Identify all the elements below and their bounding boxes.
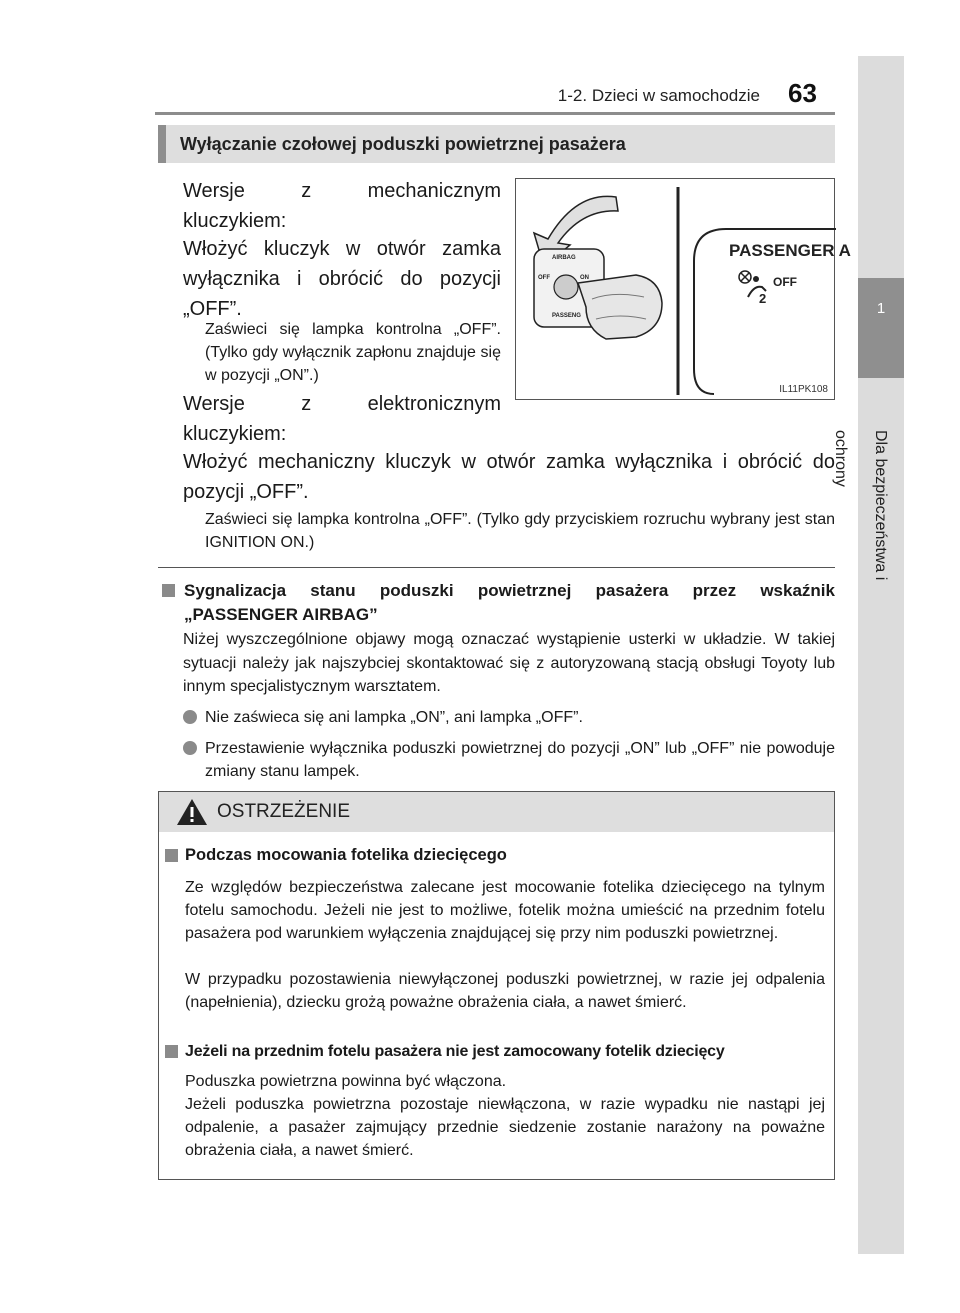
warning-title: OSTRZEŻENIE <box>217 801 351 822</box>
warning-header <box>159 792 834 832</box>
circle-bullet-icon <box>183 710 197 724</box>
airbag-switch-illustration <box>515 178 851 400</box>
figure-code: IL11PK108 <box>779 384 828 395</box>
list-item-text: Przestawienie wyłącznika poduszki powietrznej do pozycji „ON” lub „OFF” nie powoduje zmiany stanu lampek. <box>205 740 835 780</box>
page-number: 63 <box>788 78 817 108</box>
switch-on-label: ON <box>580 275 589 281</box>
side-bar <box>832 56 904 1254</box>
indicator-section-title: Sygnalizacja stanu poduszki powietrznej pasażera przez wskaźnik „PASSENGER AIRBAG” <box>184 581 835 624</box>
electronic-heading: Wersje z elektronicznym kluczykiem: <box>183 393 501 445</box>
list-item <box>183 737 835 783</box>
switch-airbag-label: AIRBAG <box>552 255 576 261</box>
mechanical-heading: Wersje z mechanicznym kluczykiem: <box>183 180 501 232</box>
list-item-text: Nie zaświeca się ani lampka „ON”, ani lampka „OFF”. <box>205 709 583 726</box>
svg-text:2: 2 <box>759 291 767 306</box>
warning-item-1-paragraph: W przypadku pozostawienia niewyłączonej poduszki powietrznej, w razie jej odpalenia (napełnienia), dziecku grożą poważne obrażenia ciała, a nawet śmierć. <box>185 971 825 1011</box>
heading-accent-bar <box>158 125 166 163</box>
warning-triangle-icon <box>175 797 209 827</box>
warning-item-2-title: Jeżeli na przednim fotelu pasażera nie jest zamocowany fotelik dziecięcy <box>185 1043 725 1060</box>
square-bullet-icon <box>165 1045 178 1058</box>
mechanical-instruction: Włożyć kluczyk w otwór zamka wyłącznika i obrócić do pozycji „OFF”. <box>183 238 501 320</box>
chapter-title: Dla bezpieczeństwa i ochrony <box>832 430 889 581</box>
indicator-section-heading <box>162 579 835 627</box>
warning-item-1-paragraph: Ze względów bezpieczeństwa zalecane jest mocowanie fotelika dziecięcego na tylnym fotelu samochodu. Jeżeli nie jest to możliwe, fotelik można umieścić na przednim fotelu pasażera pod warunkiem wyłączenia znajdującej się przy nim poduszki powietrznej. <box>185 879 825 942</box>
electronic-note: Zaświeci się lampka kontrolna „OFF”. (Tylko gdy przyciskiem rozruchu wybrany jest stan IGNITION ON.) <box>205 511 835 551</box>
indicator-section-body: Niżej wyszczególnione objawy mogą oznaczać wystąpienie usterki w układzie. W takiej sytuacji należy jak najszybciej skontaktować się z autoryzowaną stacją obsługi Toyoty lub innym specjalistycznym warsztatem. <box>183 631 835 695</box>
header-rule <box>155 112 835 115</box>
mechanical-note: Zaświeci się lampka kontrolna „OFF”. (Tylko gdy wyłącznik zapłonu znajduje się w pozycji „ON”.) <box>205 321 501 384</box>
switch-off-label: OFF <box>538 275 550 281</box>
warning-box <box>158 791 835 1180</box>
section-heading <box>158 125 835 163</box>
list-item <box>183 706 835 729</box>
warning-item-1-heading <box>165 844 825 867</box>
warning-item-1-title: Podczas mocowania fotelika dziecięcego <box>185 846 507 864</box>
section-divider <box>158 567 835 568</box>
circle-bullet-icon <box>183 741 197 755</box>
chapter-tab <box>858 278 904 378</box>
warning-item-2-paragraph: Poduszka powietrzna powinna być włączona. <box>185 1073 507 1090</box>
panel-off-label: OFF <box>773 275 797 289</box>
square-bullet-icon <box>165 849 178 862</box>
panel-title: PASSENGER A <box>729 241 851 260</box>
switch-passenger-label: PASSENG <box>552 313 581 319</box>
section-label: 1-2. Dzieci w samochodzie <box>557 86 760 105</box>
section-title: Wyłączanie czołowej poduszki powietrznej pasażera <box>180 134 626 154</box>
electronic-instruction: Włożyć mechaniczny kluczyk w otwór zamka wyłącznika i obrócić do pozycji „OFF”. <box>183 451 835 503</box>
warning-item-2-heading <box>165 1040 825 1063</box>
warning-item-2-paragraph: Jeżeli poduszka powietrzna pozostaje niewłączona, w razie wypadku nie nastąpi jej odpalenie, a pasażer zajmujący przednie siedzenie zostanie narażony na poważne obrażenia ciała, a nawet śmierć. <box>185 1096 825 1159</box>
chapter-number: 1 <box>876 300 886 317</box>
illustration-drawing <box>516 179 836 401</box>
square-bullet-icon <box>162 584 175 597</box>
